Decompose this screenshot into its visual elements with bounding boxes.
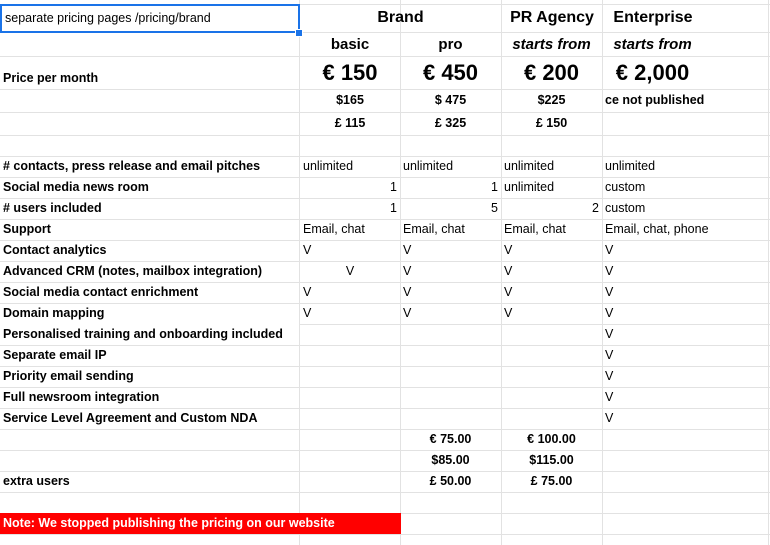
price-usd-ent[interactable]: ce not published <box>605 93 705 108</box>
extra-users-pr-usd[interactable]: $115.00 <box>529 453 574 468</box>
gridline <box>0 492 770 493</box>
header-brand[interactable]: Brand <box>377 9 424 26</box>
price-gbp-pr[interactable]: £ 150 <box>535 116 568 131</box>
header-pro[interactable]: pro <box>438 35 463 53</box>
feature-pro[interactable]: V <box>403 243 412 258</box>
feature-pr[interactable]: Email, chat <box>504 222 566 237</box>
price-usd-basic[interactable]: $165 <box>336 93 364 108</box>
price-gbp-pro[interactable]: £ 325 <box>434 116 467 131</box>
feature-pr[interactable]: V <box>504 306 513 321</box>
feature-label[interactable]: # contacts, press release and email pitches <box>3 159 261 174</box>
feature-ent[interactable]: unlimited <box>605 159 656 174</box>
feature-ent[interactable]: V <box>605 348 614 363</box>
feature-pr[interactable]: unlimited <box>504 159 555 174</box>
feature-pr[interactable]: V <box>504 264 513 279</box>
feature-label[interactable]: Domain mapping <box>3 306 105 321</box>
feature-basic[interactable]: 1 <box>390 201 397 216</box>
feature-pro[interactable]: 1 <box>491 180 498 195</box>
feature-pr[interactable]: 2 <box>592 201 599 216</box>
extra-users-pr-gbp[interactable]: £ 75.00 <box>530 474 573 489</box>
feature-ent[interactable]: Email, chat, phone <box>605 222 709 237</box>
header-enterprise[interactable]: Enterprise <box>613 9 693 26</box>
feature-ent[interactable]: V <box>605 243 614 258</box>
price-eur-pro[interactable]: € 450 <box>422 59 479 85</box>
feature-label[interactable]: Contact analytics <box>3 243 107 258</box>
feature-label[interactable]: Separate email IP <box>3 348 107 363</box>
feature-basic[interactable]: V <box>345 264 355 279</box>
feature-pr[interactable]: V <box>504 243 513 258</box>
selected-cell-text: separate pricing pages /pricing/brand <box>5 11 211 26</box>
selected-cell-a1[interactable] <box>0 4 300 33</box>
feature-label[interactable]: Support <box>3 222 51 237</box>
feature-label[interactable]: Priority email sending <box>3 369 134 384</box>
feature-label[interactable]: Full newsroom integration <box>3 390 160 405</box>
feature-ent[interactable]: custom <box>605 201 646 216</box>
gridline <box>0 534 770 535</box>
feature-pro[interactable]: V <box>403 285 412 300</box>
price-usd-pr[interactable]: $225 <box>537 93 566 108</box>
feature-basic[interactable]: V <box>303 306 312 321</box>
gridline <box>0 450 770 451</box>
feature-ent[interactable]: V <box>605 411 614 426</box>
feature-basic[interactable]: V <box>303 243 312 258</box>
price-per-month-label[interactable]: Price per month <box>3 71 99 86</box>
gridline <box>0 429 770 430</box>
feature-pro[interactable]: unlimited <box>403 159 454 174</box>
feature-ent[interactable]: V <box>605 327 614 342</box>
feature-label[interactable]: # users included <box>3 201 102 216</box>
feature-basic[interactable]: Email, chat <box>303 222 365 237</box>
feature-ent[interactable]: custom <box>605 180 646 195</box>
price-usd-pro[interactable]: $ 475 <box>434 93 467 108</box>
gridline <box>0 135 770 136</box>
feature-pro[interactable]: Email, chat <box>403 222 465 237</box>
feature-ent[interactable]: V <box>605 369 614 384</box>
feature-label[interactable]: Social media contact enrichment <box>3 285 199 300</box>
feature-pro[interactable]: V <box>403 264 412 279</box>
extra-users-pr-eur[interactable]: € 100.00 <box>527 432 576 447</box>
feature-basic[interactable]: unlimited <box>303 159 354 174</box>
note-banner[interactable]: Note: We stopped publishing the pricing on our website <box>0 513 401 534</box>
extra-users-pro-eur[interactable]: € 75.00 <box>429 432 472 447</box>
feature-label[interactable]: Advanced CRM (notes, mailbox integration) <box>3 264 263 279</box>
header-basic[interactable]: basic <box>330 35 370 53</box>
feature-pr[interactable]: unlimited <box>504 180 555 195</box>
feature-ent[interactable]: V <box>605 390 614 405</box>
feature-pr[interactable]: V <box>504 285 513 300</box>
feature-label[interactable]: Social media news room <box>3 180 149 195</box>
feature-label[interactable]: Service Level Agreement and Custom NDA <box>3 411 258 426</box>
feature-ent[interactable]: V <box>605 285 614 300</box>
extra-users-pro-usd[interactable]: $85.00 <box>431 453 470 468</box>
feature-basic[interactable]: V <box>303 285 312 300</box>
price-eur-pr[interactable]: € 200 <box>523 59 580 85</box>
header-ent-starts-from[interactable]: starts from <box>613 35 692 53</box>
price-gbp-basic[interactable]: £ 115 <box>334 116 366 131</box>
header-pr-agency[interactable]: PR Agency <box>510 9 594 26</box>
price-eur-basic[interactable]: € 150 <box>322 59 378 85</box>
feature-ent[interactable]: V <box>605 306 614 321</box>
feature-label[interactable]: Personalised training and onboarding included <box>0 324 299 345</box>
price-eur-ent[interactable]: € 2,000 <box>615 59 690 85</box>
header-pr-starts-from[interactable]: starts from <box>512 35 591 53</box>
feature-pro[interactable]: V <box>403 306 412 321</box>
extra-users-label[interactable]: extra users <box>3 474 70 489</box>
feature-basic[interactable]: 1 <box>390 180 397 195</box>
feature-ent[interactable]: V <box>605 264 614 279</box>
extra-users-pro-gbp[interactable]: £ 50.00 <box>429 474 472 489</box>
feature-pro[interactable]: 5 <box>491 201 498 216</box>
gridline <box>768 0 769 545</box>
